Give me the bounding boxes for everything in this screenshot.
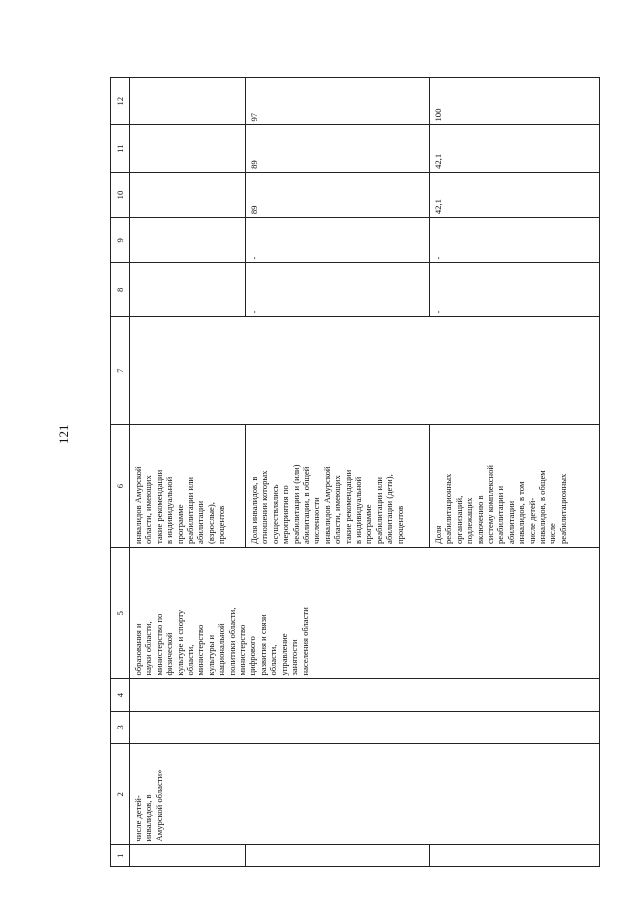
table-cell-indicator: Доля реабилитационных организаций, подлежащих включению в систему комплексной реабилитации и абилитации инвалидов, в том числе детей- инвалидов, в общем числе реабилитационных bbox=[430, 425, 600, 548]
table-cell bbox=[130, 711, 600, 743]
column-header: 6 bbox=[111, 425, 130, 548]
column-header: 7 bbox=[111, 317, 130, 425]
rotated-table-wrapper bbox=[110, 77, 598, 867]
table-cell-value: 89 bbox=[246, 125, 430, 172]
table-cell bbox=[130, 125, 246, 172]
table-header-row bbox=[111, 78, 130, 867]
table-cell-indicator: Доля инвалидов, в отношении которых осуществлялись мероприятия по реабилитации и (или) абилитации, в общей численности инвалидов Амурской области, имеющих такие рекомендации в индивидуальной программе реабилитации или абилитации (дети), процентов bbox=[246, 425, 430, 548]
table-cell-responsible: образования и науки области, министерство по физической культуре и спорту области, министерство культуры и национальной политики области, министерство цифрового развития и связи области, управление занятости населения области bbox=[130, 547, 600, 679]
table-cell bbox=[130, 263, 246, 317]
page-number: 121 bbox=[56, 424, 71, 444]
table-cell bbox=[246, 845, 430, 867]
table-row bbox=[130, 78, 246, 867]
table-cell bbox=[130, 218, 246, 263]
table-cell bbox=[430, 845, 600, 867]
table-cell bbox=[130, 317, 600, 425]
column-header: 11 bbox=[111, 125, 130, 172]
table-cell-value: - bbox=[246, 263, 430, 317]
table-cell-value: 89 bbox=[246, 172, 430, 217]
column-header: 5 bbox=[111, 547, 130, 679]
table-cell-value: - bbox=[430, 218, 600, 263]
table-cell-indicator: инвалидов Амурской области, имеющих такие рекомендации в индивидуальной программе реабилитации или абилитации (взрослые), процентов bbox=[130, 425, 246, 548]
table-cell-value: 97 bbox=[246, 78, 430, 125]
column-header: 9 bbox=[111, 218, 130, 263]
table-cell-value: 42,1 bbox=[430, 125, 600, 172]
table-cell-value: - bbox=[246, 218, 430, 263]
column-header: 2 bbox=[111, 744, 130, 845]
table-cell bbox=[130, 78, 246, 125]
table-cell-value: - bbox=[430, 263, 600, 317]
table-cell bbox=[130, 845, 246, 867]
table-cell bbox=[130, 172, 246, 217]
column-header: 3 bbox=[111, 711, 130, 743]
column-header: 10 bbox=[111, 172, 130, 217]
column-header: 4 bbox=[111, 679, 130, 711]
table-cell-value: 42,1 bbox=[430, 172, 600, 217]
table-cell-program-name: числе детей- инвалидов, в Амурской области» bbox=[130, 744, 600, 845]
column-header: 8 bbox=[111, 263, 130, 317]
table-cell-value: 100 bbox=[430, 78, 600, 125]
column-header: 1 bbox=[111, 845, 130, 867]
data-table bbox=[110, 77, 600, 867]
table-cell bbox=[130, 679, 600, 711]
column-header: 12 bbox=[111, 78, 130, 125]
